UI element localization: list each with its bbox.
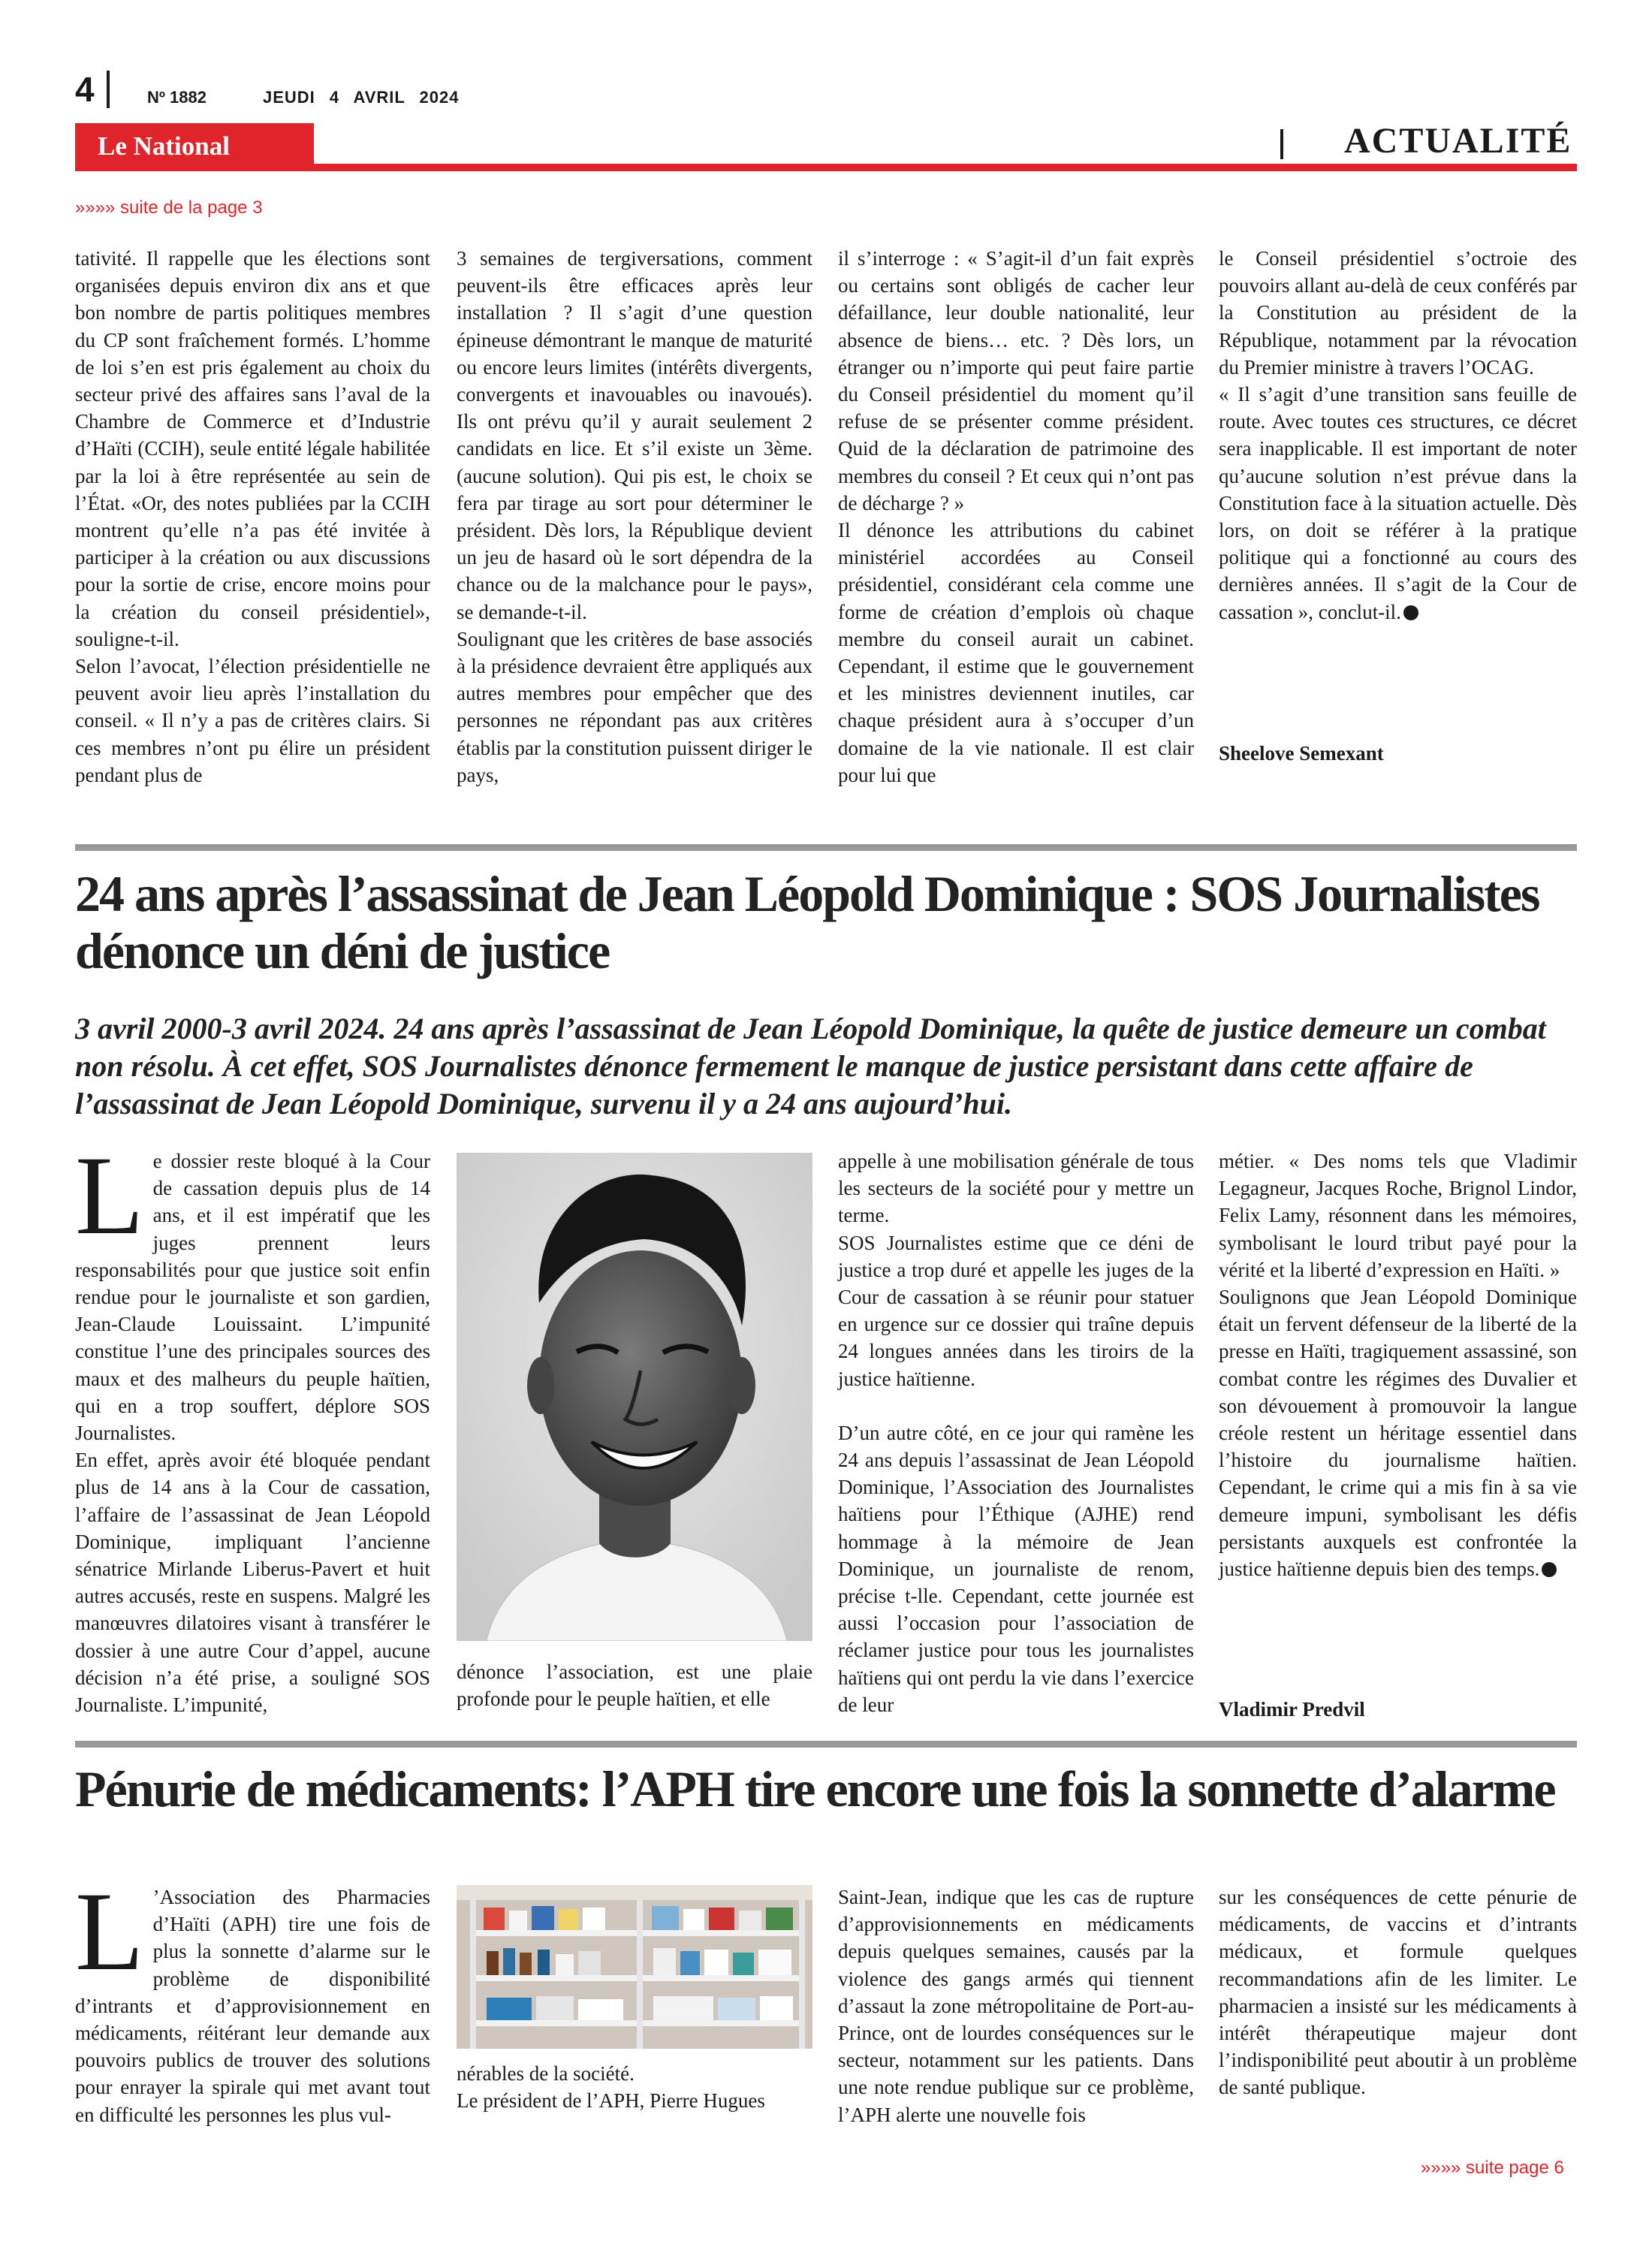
article-dominique-column-4 <box>1219 1148 1577 1582</box>
paragraph: Selon l’avocat, l’élection présidentielle ne peuvent avoir lieu après l’installation du conseil. « Il n’y a pas de critères clairs. Si ces membres n’ont pu élire un président pendant plus de <box>75 655 430 786</box>
article-aph-column-3 <box>838 1884 1194 2128</box>
article-dominique-column-1 <box>75 1133 430 1718</box>
article-top-author: Sheelove Semexant <box>1219 742 1384 765</box>
lede-dominique: 3 avril 2000-3 avril 2024. 24 ans après l’assassinat de Jean Léopold Dominique, la quête de justice demeure un combat non résolu. À cet effet, SOS Journalistes dénonce fermement le manque de justice persistant dans cette affaire de l’assassinat de Jean Léopold Dominique, survenu il y a 24 ans aujourd’hui. <box>75 1012 1546 1120</box>
jean-dominique-portrait-photo <box>457 1153 812 1641</box>
paragraph <box>75 1133 430 1446</box>
article-top-column-4 <box>1219 245 1577 626</box>
headline-dominique[interactable]: 24 ans après l’assassinat de Jean Léopold Dominique : SOS Journalistes dénonce un déni de justice <box>75 865 1539 979</box>
drop-cap: L <box>75 1869 144 1994</box>
paragraph: SOS Journalistes estime que ce déni de justice a trop duré et appelle les juges de la Cour de cassation à se réunir pour statuer en urgence sur ce dossier qui traîne depuis 24 longues années dans les tiroirs de la justice haïtienne. <box>838 1231 1194 1390</box>
paragraph: Saint-Jean, indique que les cas de rupture d’approvisionnements en médicaments depuis quelques semaines, causés par la violence des gangs armés qui tiennent d’assaut la zone métropolitaine de Port-au-Prince, ont de lourdes conséquences sur le secteur, notamment sur les patients. Dans une note rendue publique sur ce problème, l’APH alerte une nouvelle fois <box>838 1886 1194 2126</box>
paragraph: 3 semaines de tergiversations, comment peuvent-ils être efficaces après leur installation ? Il s’agit d’une question épineuse démontrant le manque de maturité ou encore leurs limites (intérêts divergents, convergents et inavouables ou inavoués). Ils ont prévu qu’il y aurait seulement 2 candidats en lice. Et s’il existe un 3ème. (aucune solution). Qui pis est, le choix se fera par tirage au sort pour déterminer le président. Dès lors, la République devient un jeu de hasard où le sort dépendra de la chance ou de la malchance pour le pays», se demande-t-il. <box>457 247 812 623</box>
issue-date: JEUDI 4 AVRIL 2024 <box>263 88 460 107</box>
article-aph-column-4 <box>1219 1884 1577 2101</box>
article-top-column-2 <box>457 245 812 789</box>
article-aph-column-2 <box>457 2060 812 2114</box>
paragraph: tativité. Il rappelle que les élections sont organisées depuis environ dix ans et que bon nombre de partis politiques membres du CP sont fraîchement formés. L’homme de loi s’en est pris également au choix du secteur privé des affaires sans l’aval de la Chambre de Commerce et d’Industrie d’Haïti (CCIH), seule entité légale habilitée par la loi à être représentée au sein de l’État. «Or, des notes publiées par la CCIH montrent qu’elle n’a pas été invitée à participer à la création ou aux discussions pour la sortie de crise, encore moins pour la création du conseil présidentiel», souligne-t-il. <box>75 247 430 650</box>
article-dominique-column-2 <box>457 1658 812 1712</box>
section-title: ACTUALITÉ <box>1344 121 1572 161</box>
paragraph-text: ’Association des Pharmacies d’Haïti (APH) tire une fois de plus la sonnette d’alarme sur le problème de disponibilité d’intrants et d’approvisionnement en médicaments, réitérant leur demande aux pouvoirs publics de trouver des solutions pour enrayer la spirale qui met avant tout en difficulté les personnes les plus vul- <box>75 1886 430 2126</box>
continued-from[interactable]: »»»» suite de la page 3 <box>75 198 263 218</box>
paragraph: le Conseil présidentiel s’octroie des pouvoirs allant au-delà de ceux conférés par la Constitution au président de la République, notamment par la révocation du Premier ministre à travers l’OCAG. <box>1219 247 1577 379</box>
article-dominique-column-3 <box>838 1148 1194 1718</box>
issue-number: Nº 1882 <box>147 88 206 107</box>
paragraph: D’un autre côté, en ce jour qui ramène les 24 ans depuis l’assassinat de Jean Léopold Dominique, l’Association des Journalistes haïtiens pour l’Éthique (AJHE) rend hommage à la mémoire de Jean Dominique, un journaliste de renom, précise t-lle. Cependant, cette journée est aussi l’occasion pour l’association de réclamer justice pour tous les journalistes haïtiens qui ont perdu la vie dans l’exercice de leur <box>838 1421 1194 1716</box>
drop-cap: L <box>75 1133 144 1258</box>
article-divider <box>75 1741 1577 1748</box>
article-dominique-author: Vladimir Predvil <box>1219 1698 1365 1721</box>
paragraph: dénonce l’association, est une plaie profonde pour le peuple haïtien, et elle <box>457 1660 812 1711</box>
paragraph: nérables de la société. <box>457 2062 635 2085</box>
end-mark-icon <box>1542 1562 1557 1577</box>
end-mark-icon <box>1403 605 1418 620</box>
paragraph: En effet, après avoir été bloquée pendant plus de 14 ans à la Cour de cassation, l’affaire de l’assassinat de Jean Léopold Dominique, impliquant l’ancienne sénatrice Mirlande Liberus-Pavert et huit autres accusés, reste en suspens. Malgré les manœuvres dilatoires visant à transférer le dossier à une autre Cour d’appel, aucune décision n’a été prise, a souligné SOS Journaliste. L’impunité, <box>75 1449 430 1717</box>
paragraph <box>75 1869 430 2128</box>
page-number: 4 <box>75 70 95 109</box>
paragraph: sur les conséquences de cette pénurie de médicaments, de vaccins et d’intrants médicaux, et formule quelques recommandations afin de les limiter. Le pharmacien a insisté sur les médicaments à intérêt thérapeutique majeur dont l’indisponibilité peut aboutir à un problème de santé publique. <box>1219 1886 1577 2099</box>
paragraph: Il dénonce les attributions du cabinet ministériel accordées au Conseil présidentiel, considérant cela comme une forme de création d’emplois où chaque membre du conseil aurait un cabinet. Cependant, il estime que le gouvernement et les ministres deviennent inutiles, car chaque président aura à s’occuper d’un domaine de la vie nationale. Il est clair pour lui que <box>838 519 1194 786</box>
article-top-column-3 <box>838 245 1194 789</box>
article-top-column-1 <box>75 245 430 789</box>
paragraph <box>1219 1283 1577 1582</box>
paragraph-text: e dossier reste bloqué à la Cour de cassation depuis plus de 14 ans, et il est impératif que les juges prennent leurs responsabilités pour que justice soit enfin rendue pour le journaliste et son gardien, Jean-Claude Louissaint. L’impunité constitue l’une des principales sources des maux et des malheurs du peuple haïtien, qui en a trop souffert, déplore SOS Journalistes. <box>75 1150 430 1445</box>
paragraph <box>1219 381 1577 626</box>
paragraph: métier. « Des noms tels que Vladimir Legagneur, Jacques Roche, Brignol Lindor, Felix Lamy, résonnent dans les mémoires, symbolisant le lourd tribut payé pour la vérité et la liberté d’expression en Haïti. » <box>1219 1150 1577 1281</box>
headline-aph[interactable]: Pénurie de médicaments: l’APH tire encore une fois la sonnette d’alarme <box>75 1760 1555 1817</box>
paragraph: appelle à une mobilisation générale de tous les secteurs de la société pour y mettre un terme. <box>838 1150 1194 1227</box>
continued-on[interactable]: »»»» suite page 6 <box>1421 2158 1564 2178</box>
paragraph: Le président de l’APH, Pierre Hugues <box>457 2089 765 2113</box>
article-aph-column-1 <box>75 1869 430 2128</box>
pharmacy-shelves-photo <box>457 1885 812 2049</box>
brand-name: Le National <box>98 131 230 161</box>
paragraph: il s’interroge : « S’agit-il d’un fait exprès ou certains sont obligés de cacher leur défaillance, leur double nationalité, leur absence de biens… etc. ? Dès lors, un étranger ou n’importe qui peut faire partie du Conseil présidentiel du moment qu’il refuse de se présenter comme président. Quid de la déclaration de patrimoine des membres du conseil ? Et ceux qui n’ont pas de décharge ? » <box>838 247 1194 514</box>
paragraph-text: « Il s’agit d’une transition sans feuille de route. Avec toutes ces structures, ce décret sera inapplicable. Il est important de noter qu’aucune solution n’est prévue dans la Constitution face à la situation actuelle. Dès lors, on doit se référer à la pratique politique qui a fonctionné au cours des dernières années. Il s’agit de la Cour de cassation », conclut-il. <box>1219 383 1577 623</box>
paragraph: Soulignant que les critères de base associés à la présidence devraient être appliqués aux autres membres pour empêcher que des personnes ne répondant pas aux critères établis par la constitution puissent diriger le pays, <box>457 627 812 786</box>
section-divider <box>1280 129 1283 159</box>
paragraph-text: Soulignons que Jean Léopold Dominique était un fervent défenseur de la liberté de la presse en Haïti, tragiquement assassiné, son combat contre les régimes des Duvalier et son dévouement à promouvoir la langue créole restent un héritage essentiel dans l’histoire du journalisme haïtien. Cependant, le crime qui a mis fin à sa vie demeure impuni, symbolisant les défis persistants auxquels est confrontée la justice haïtienne depuis bien des temps. <box>1219 1286 1577 1581</box>
page-number-divider <box>107 71 110 108</box>
article-divider <box>75 844 1577 851</box>
